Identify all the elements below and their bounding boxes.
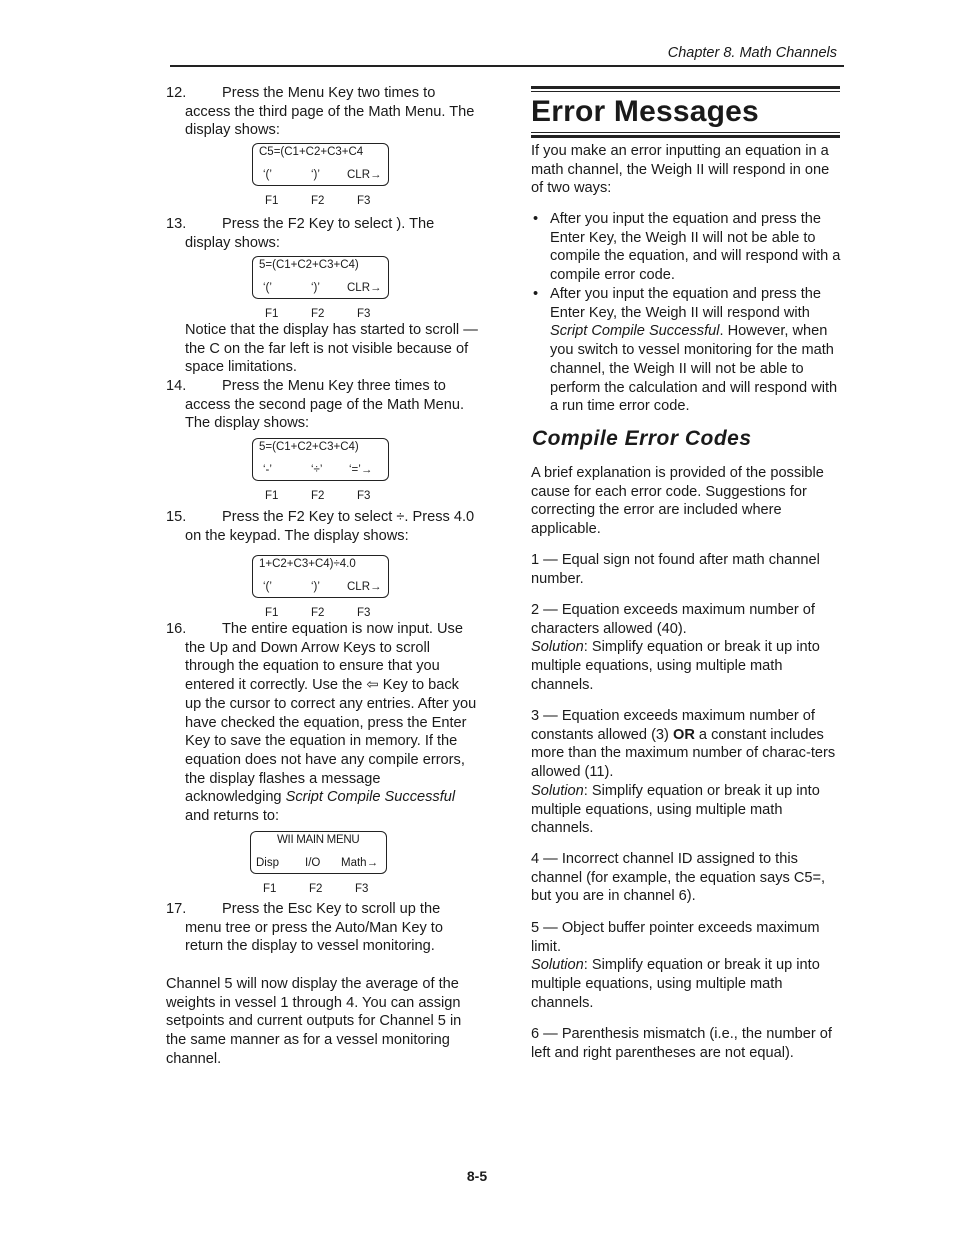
solution-label: Solution (531, 957, 584, 974)
step-text: Press the F2 Key to select ÷. Press 4.0 on the keypad. The display shows: (185, 509, 475, 544)
error-code-1: 1 — Equal sign not found after math channel number. (531, 552, 820, 587)
right-arrow-icon: → (366, 857, 379, 869)
step-text (166, 620, 478, 826)
step-number: 17. (166, 901, 187, 917)
bullet-text (531, 285, 843, 416)
function-key-label: F1 (265, 607, 279, 619)
softkey-label-2: ‘)’ (311, 581, 320, 593)
bullet-item (531, 285, 843, 416)
function-key-label: F1 (265, 195, 279, 207)
error-code-description: 5 — Object buffer pointer exceeds maximum limit. (531, 920, 820, 955)
error-code-description: a constant includes more than the maximum number of charac-ters allowed (11). (531, 726, 836, 781)
step-13 (166, 215, 478, 252)
function-key-label: F1 (265, 490, 279, 502)
section-title-block (531, 86, 840, 138)
lcd-display-14 (252, 438, 389, 481)
softkey-label-2: I/O (305, 857, 321, 869)
solution-text: : Simplify equation or break it up into multiple equations, using multiple math channels. (531, 639, 820, 693)
step-16 (166, 620, 478, 826)
step-text-part: Key to back up the cursor to correct any entries. After you have checked the equation, press the Enter Key to save the equation in memory. If the equation does not have any compile errors, the display flashes a message acknowledging (185, 677, 477, 806)
lcd-display-16 (250, 831, 387, 874)
function-key-label: F3 (357, 490, 371, 502)
lcd-display-12 (252, 143, 389, 186)
bullet-item (531, 210, 843, 285)
display-line: 5=(C1+C2+C3+C4) (259, 441, 359, 453)
chapter-title: Chapter 8. Math Channels (667, 45, 837, 61)
solution-label: Solution (531, 782, 584, 799)
softkey-label-3: CLR (347, 282, 371, 294)
display-line: C5=(C1+C2+C3+C4 (259, 146, 364, 158)
error-code-4: 4 — Incorrect channel ID assigned to this channel (for example, the equation says C5=, but you are in channel 6). (531, 851, 826, 905)
right-arrow-icon: → (360, 464, 373, 476)
softkey-label-3: ‘=’ (349, 464, 361, 476)
function-key-label: F2 (311, 308, 325, 320)
solution-label: Solution (531, 639, 584, 656)
function-key-label: F2 (309, 883, 323, 895)
softkey-label-1: ‘(’ (263, 169, 272, 181)
error-code-3 (531, 707, 843, 838)
header-rule (170, 65, 844, 67)
step-number: 13. (166, 216, 187, 232)
step-number: 14. (166, 378, 187, 394)
step-text: Press the Esc Key to scroll up the menu tree or press the Auto/Man Key to return the display to vessel monitoring. (185, 901, 443, 955)
softkey-label-1: Disp (256, 857, 280, 869)
bullet-icon: • (533, 211, 539, 227)
error-code-2 (531, 601, 843, 695)
function-key-label: F3 (357, 195, 371, 207)
error-code-description: 2 — Equation exceeds maximum number of characters allowed (40). (531, 602, 815, 637)
error-code-description: 3 — Equation exceeds maximum number of constants allowed (3) (531, 708, 815, 743)
step-number: 15. (166, 509, 187, 525)
bullet-text-part: . However, when you switch to vessel monitoring for the math channel, the Weigh II will not be able to perform the calculation and will respond with a run time error code. (550, 323, 838, 415)
step-number: 12. (166, 85, 187, 101)
step-14 (166, 377, 478, 433)
function-key-label: F1 (265, 308, 279, 320)
function-key-label: F2 (311, 490, 325, 502)
softkey-label-1: ‘(’ (263, 282, 272, 294)
function-key-label: F3 (355, 883, 369, 895)
softkey-label-2: ‘)’ (311, 169, 320, 181)
softkey-label-1: ‘(’ (263, 581, 272, 593)
emphasis-text: Script Compile Successful (550, 323, 720, 340)
page-number: 8-5 (466, 1168, 488, 1184)
function-key-label: F2 (311, 607, 325, 619)
left-arrow-icon: ⇦ (366, 677, 379, 694)
display-line: 1+C2+C3+C4)÷4.0 (259, 558, 356, 570)
right-arrow-icon: → (370, 282, 382, 294)
section-title: Error Messages (531, 95, 759, 128)
step-13-note: Notice that the display has started to scroll — the C on the far left is not visible because of space limitations. (185, 322, 478, 376)
bullet-text-part: After you input the equation and press the Enter Key, the Weigh II will respond with (550, 286, 821, 321)
bullet-icon: • (533, 286, 539, 302)
softkey-label-3: CLR (347, 169, 371, 181)
step-15 (166, 508, 478, 545)
title-rule-bottom (531, 135, 840, 138)
bullet-text: After you input the equation and press the Enter Key, the Weigh II will not be able to compile the equation, and will respond with a compile error code. (550, 211, 841, 284)
solution-text: : Simplify equation or break it up into multiple equations, using multiple math channels. (531, 782, 820, 837)
step-text: Press the Menu Key two times to access the third page of the Math Menu. The display shows: (185, 85, 475, 139)
softkey-label-3: Math (341, 857, 367, 869)
intro-paragraph: If you make an error inputting an equation in a math channel, the Weigh II will respond in one of two ways: (531, 143, 830, 197)
title-rule-top-thin (531, 91, 840, 92)
softkey-label-2: ‘÷’ (311, 464, 323, 476)
error-code-6: 6 — Parenthesis mismatch (i.e., the number of left and right parentheses are not equal). (531, 1026, 832, 1061)
subsection-title: Compile Error Codes (532, 427, 752, 450)
step-text-part: and returns to: (185, 808, 280, 825)
lcd-display-15 (252, 555, 389, 598)
function-key-label: F3 (357, 308, 371, 320)
emphasis-text: Script Compile Successful (285, 789, 456, 806)
display-line: 5=(C1+C2+C3+C4) (259, 259, 359, 271)
softkey-label-3: CLR (347, 581, 371, 593)
right-arrow-icon: → (370, 169, 382, 181)
closing-paragraph: Channel 5 will now display the average of the weights in vessel 1 through 4. You can assign setpoints and current outputs for Channel 5 in the same manner as for a vessel monitoring channel. (166, 976, 462, 1067)
softkey-label-1: ‘-’ (263, 464, 272, 476)
step-number: 16. (166, 621, 187, 637)
function-key-label: F2 (311, 195, 325, 207)
display-line: WII MAIN MENU (277, 834, 360, 846)
function-key-label: F3 (357, 607, 371, 619)
subsection-intro: A brief explanation is provided of the possible cause for each error code. Suggestions for correcting the error are included where applicable. (531, 465, 824, 538)
softkey-label-2: ‘)’ (311, 282, 320, 294)
lcd-display-13 (252, 256, 389, 299)
step-12 (166, 84, 478, 140)
function-key-label: F1 (263, 883, 277, 895)
right-arrow-icon: → (370, 581, 382, 593)
emphasis-text: OR (672, 726, 695, 743)
solution-text: : Simplify equation or break it up into multiple equations, using multiple math channels. (531, 957, 820, 1011)
step-17 (166, 900, 478, 956)
error-code-5 (531, 919, 843, 1013)
step-text-part: The entire equation is now input. Use the Up and Down Arrow Keys to scroll through the equation to ensure that you entered it correctly. Use the (185, 621, 463, 694)
step-text: Press the Menu Key three times to access the second page of the Math Menu. The display shows: (185, 378, 465, 432)
step-text: Press the F2 Key to select ). The display shows: (185, 216, 435, 251)
